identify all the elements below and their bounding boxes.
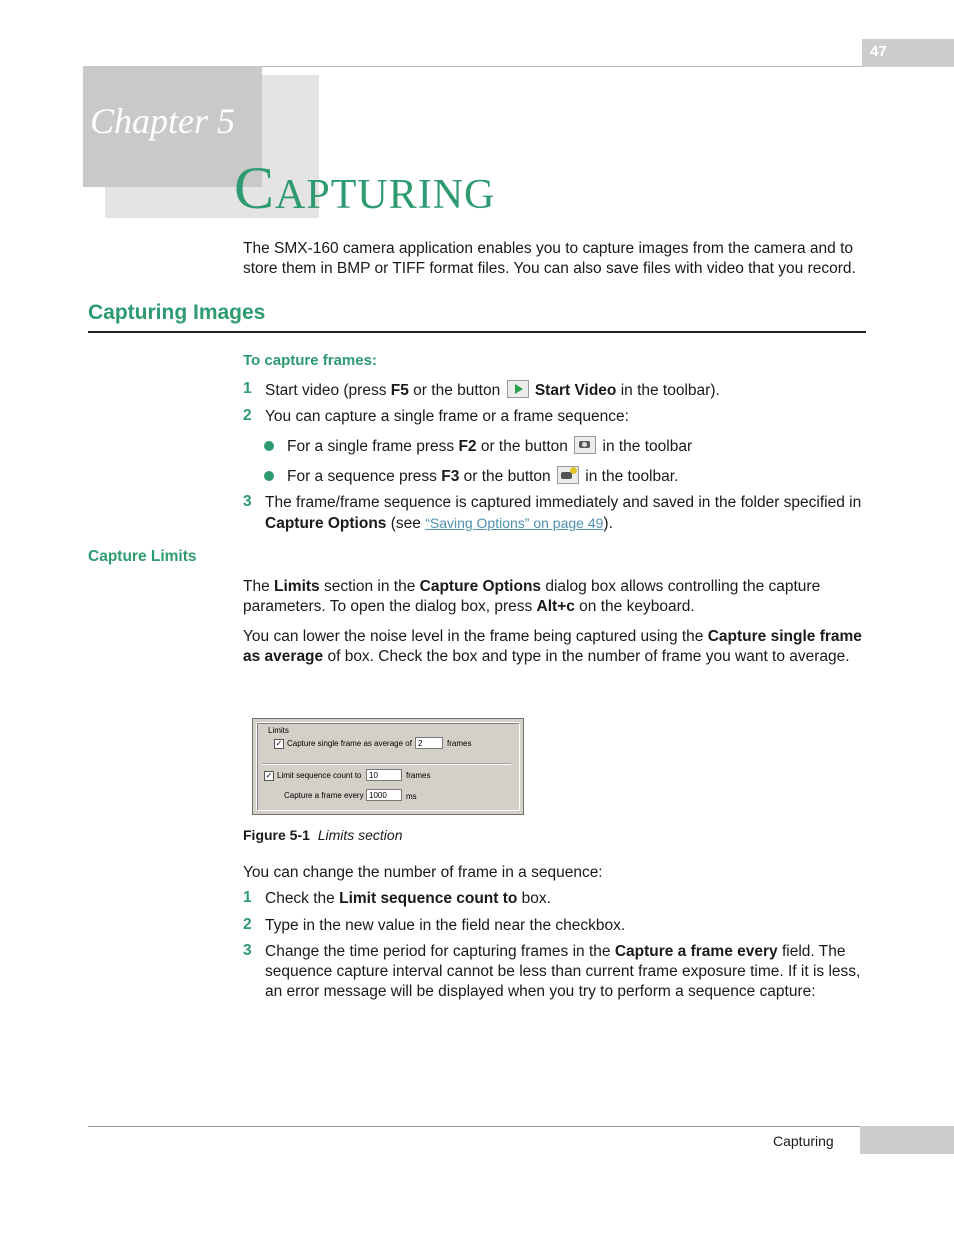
footer-rule	[88, 1126, 860, 1127]
sequence-intro: You can change the number of frame in a sequence:	[243, 864, 603, 881]
footer-box	[860, 1126, 954, 1154]
start-video-button-icon	[507, 380, 529, 398]
average-unit: frames	[447, 739, 472, 748]
page-number: 47	[870, 43, 887, 60]
limits-groupbox	[256, 722, 520, 811]
average-label: Capture single frame as average of	[287, 739, 412, 748]
step-item: Check the Limit sequence count to box.	[265, 890, 551, 907]
bullet-dot	[264, 471, 274, 481]
step-number: 2	[243, 916, 252, 933]
capture-sequence-button-icon	[557, 466, 579, 484]
chapter-title-rest: APTURING	[275, 172, 496, 218]
average-frames-input[interactable]: 2	[415, 737, 443, 749]
chapter-title-initial: C	[234, 155, 276, 221]
limits-dialog-figure	[252, 718, 524, 815]
step-item: Change the time period for capturing frames in the Capture a frame every field. The sequence capture interval cannot be less than current frame exposure time. If it is less, an error message will be displayed when you try to perform a sequence capture:	[265, 943, 861, 1000]
section-heading: Capturing Images	[88, 301, 266, 324]
frame-interval-input[interactable]: 1000	[366, 789, 402, 801]
saving-options-link[interactable]: “Saving Options” on page 49	[425, 515, 604, 531]
bullet-item: For a sequence press F3 or the button in the toolbar.	[287, 468, 679, 485]
procedure-heading: To capture frames:	[243, 352, 377, 369]
groupbox-label: Limits	[268, 726, 289, 735]
section-rule	[88, 331, 866, 333]
step-number: 1	[243, 380, 252, 397]
sequence-count-checkbox[interactable]: ✓	[265, 771, 273, 780]
bullet-item: For a single frame press F2 or the button in the toolbar	[287, 438, 693, 455]
sequence-count-input[interactable]: 10	[366, 769, 402, 781]
intro-paragraph: The SMX-160 camera application enables you to capture images from the camera and to store them in BMP or TIFF format files. You can also save files with video that you record.	[243, 240, 856, 277]
average-checkbox[interactable]: ✓	[275, 739, 283, 748]
noise-paragraph: You can lower the noise level in the frame being captured using the Capture single frame as average of box. Check the box and type in the number of frame you want to average.	[243, 628, 862, 665]
step-item: You can capture a single frame or a frame sequence:	[265, 408, 629, 425]
subsection-heading: Capture Limits	[88, 548, 197, 565]
chapter-label: Chapter 5	[90, 101, 236, 141]
figure-caption: Figure 5-1 Limits section	[243, 827, 403, 843]
limits-paragraph: The Limits section in the Capture Options dialog box allows controlling the capture parameters. To open the dialog box, press Alt+c on the keyboard.	[243, 578, 821, 615]
sequence-count-unit: frames	[406, 771, 431, 780]
groupbox-divider	[262, 763, 511, 764]
step-item: The frame/frame sequence is captured immediately and saved in the folder specified in Capture Options (see “Saving Options” on page 49).	[265, 494, 862, 532]
frame-interval-label: Capture a frame every	[284, 791, 364, 800]
step-item: Type in the new value in the field near the checkbox.	[265, 917, 626, 934]
step-number: 1	[243, 889, 252, 906]
sequence-count-label: Limit sequence count to	[277, 771, 362, 780]
header-rule	[262, 66, 862, 67]
bullet-dot	[264, 441, 274, 451]
capture-frame-button-icon	[574, 436, 596, 454]
step-number: 3	[243, 493, 252, 510]
step-item: Start video (press F5 or the button Start Video in the toolbar).	[265, 382, 720, 399]
footer-chapter-name: Capturing	[773, 1133, 834, 1149]
frame-interval-unit: ms	[406, 792, 417, 801]
step-number: 3	[243, 942, 252, 959]
step-number: 2	[243, 407, 252, 424]
chapter-title	[234, 155, 496, 225]
